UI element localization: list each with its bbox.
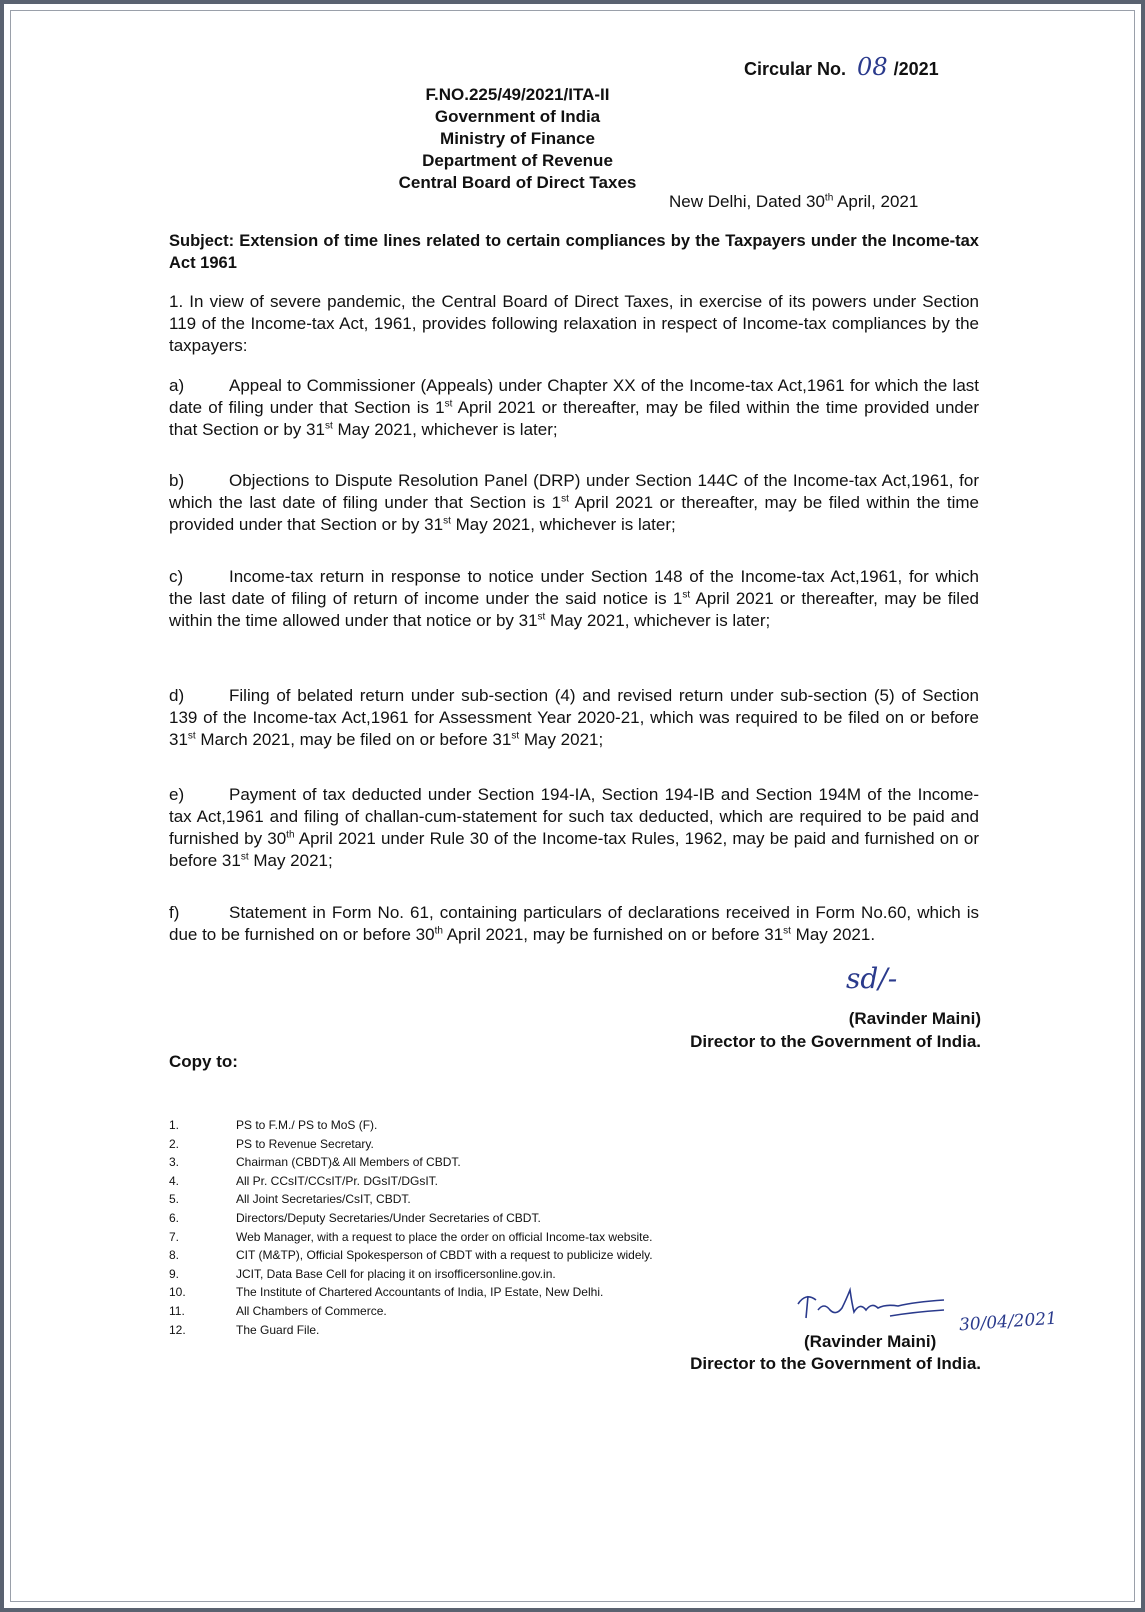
- copy-to-list: [169, 1116, 653, 1339]
- item-c: c) Income-tax return in response to notice under Section 148 of the Income-tax Act,1961, for which the last date of filing of return of income under the said notice is 1st April 2021 or thereafter, may be filed within the time allowed under that notice or by 31st May 2021, whichever is later;: [169, 567, 979, 630]
- list-item: 5. All Joint Secretaries/CsIT, CBDT.: [169, 1192, 411, 1207]
- circular-number: Circular No. 08 /2021: [744, 53, 939, 81]
- department-name: Department of Revenue: [422, 151, 613, 170]
- list-item: 10. The Institute of Chartered Accountants of India, IP Estate, New Delhi.: [169, 1285, 604, 1300]
- item-a: a) Appeal to Commissioner (Appeals) under Chapter XX of the Income-tax Act,1961 for which the last date of filing under that Section is 1st April 2021 or thereafter, may be filed within the time provided under that Section or by 31st May 2021, whichever is later;: [169, 376, 979, 439]
- file-number: F.NO.225/49/2021/ITA-II: [425, 85, 610, 104]
- handwritten-date: 30/04/2021: [958, 1308, 1058, 1336]
- list-item: 2. PS to Revenue Secretary.: [169, 1136, 374, 1151]
- signatory-name-2: (Ravinder Maini): [804, 1332, 937, 1351]
- intro-paragraph: 1. In view of severe pandemic, the Central Board of Direct Taxes, in exercise of its powers under Section 119 of the Income-tax Act, 1961, provides following relaxation in respect of Income-tax compliances by the taxpayers:: [169, 292, 979, 355]
- list-item: 11. All Chambers of Commerce.: [169, 1303, 387, 1318]
- signature-mark: sd/-: [846, 962, 898, 995]
- list-item: 4. All Pr. CCsIT/CCsIT/Pr. DGsIT/DGsIT.: [169, 1173, 439, 1188]
- item-f: f) Statement in Form No. 61, containing particulars of declarations received in Form No.60, which is due to be furnished on or before 30th April 2021, may be furnished on or before 31st May 2021.: [169, 903, 979, 944]
- handwritten-circular-number: 08: [857, 53, 888, 81]
- document-page: [4, 4, 1141, 1608]
- list-item: 3. Chairman (CBDT)& All Members of CBDT.: [169, 1155, 461, 1170]
- board-name: Central Board of Direct Taxes: [398, 173, 637, 192]
- list-item: 6. Directors/Deputy Secretaries/Under Secretaries of CBDT.: [169, 1210, 541, 1225]
- ministry-name: Ministry of Finance: [440, 129, 595, 148]
- signatory-name: (Ravinder Maini): [848, 1009, 981, 1028]
- item-b: b) Objections to Dispute Resolution Panel (DRP) under Section 144C of the Income-tax Act,1961, for which the last date of filing under that Section is 1st April 2021 or thereafter, may be filed within the time provided under that Section or by 31st May 2021, whichever is later;: [169, 471, 979, 534]
- subject: Subject: Extension of time lines related to certain compliances by the Taxpayers under the Income-tax Act 1961: [169, 232, 979, 272]
- list-item: 7. Web Manager, with a request to place the order on official Income-tax website.: [169, 1229, 653, 1244]
- signatory-title: Director to the Government of India.: [690, 1032, 981, 1051]
- item-e: e) Payment of tax deducted under Section 194-IA, Section 194-IB and Section 194M of the Income-tax Act,1961 and filing of challan-cum-statement for such tax deducted, which are required to be paid and furnished by 30th April 2021 under Rule 30 of the Income-tax Rules, 1962, may be paid and furnished on or before 31st May 2021;: [169, 785, 979, 870]
- handwritten-signature: [794, 1282, 964, 1332]
- govt-name: Government of India: [434, 107, 601, 126]
- list-item: 12. The Guard File.: [169, 1322, 320, 1337]
- header-block: [4, 84, 1141, 194]
- copy-to-heading: Copy to:: [169, 1052, 238, 1071]
- list-item: 8. CIT (M&TP), Official Spokesperson of CBDT with a request to publicize widely.: [169, 1248, 653, 1263]
- dated-line: New Delhi, Dated 30th April, 2021: [669, 192, 919, 211]
- signatory-title-2: Director to the Government of India.: [690, 1354, 981, 1373]
- item-d: d) Filing of belated return under sub-section (4) and revised return under sub-section (5) of Section 139 of the Income-tax Act,1961 for Assessment Year 2020-21, which was required to be filed on or before 31st March 2021, may be filed on or before 31st May 2021;: [169, 686, 979, 749]
- list-item: 1. PS to F.M./ PS to MoS (F).: [169, 1118, 378, 1132]
- list-item: 9. JCIT, Data Base Cell for placing it on irsofficersonline.gov.in.: [169, 1266, 556, 1281]
